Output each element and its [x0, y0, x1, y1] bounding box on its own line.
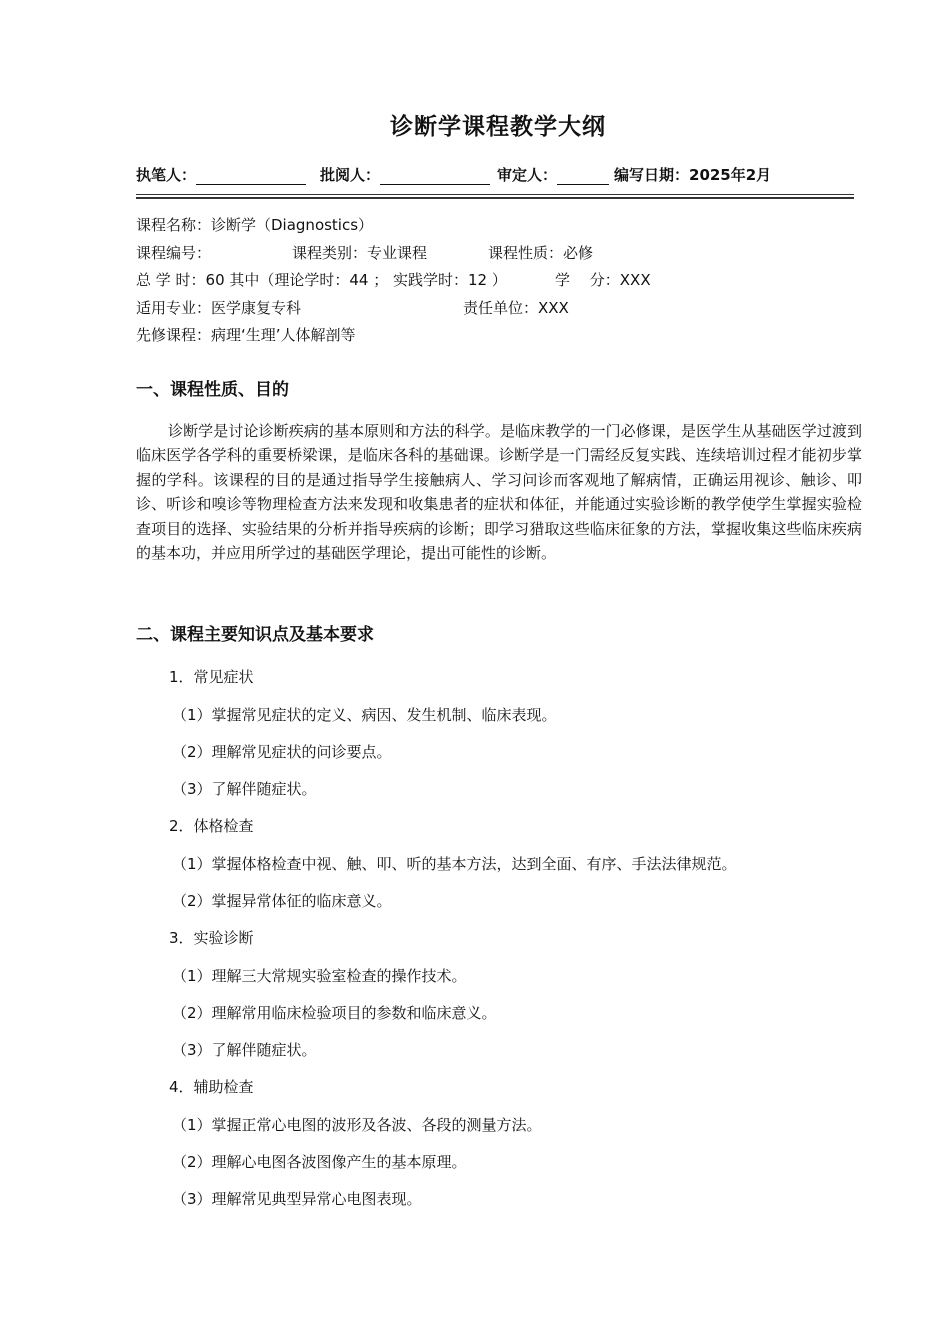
list-item: （3）了解伴随症状。 — [172, 780, 317, 798]
reviewer-blank — [380, 168, 490, 185]
prerequisite-courses: 先修课程：病理‘生理’人体解剖等 — [136, 326, 356, 344]
course-code: 课程编号： — [136, 244, 212, 262]
responsible-unit: 责任单位：XXX — [463, 299, 569, 317]
approver-blank — [557, 168, 609, 185]
list-item: （3）理解常见典型异常心电图表现。 — [172, 1190, 422, 1208]
approver-label: 审定人： — [497, 166, 558, 184]
course-category: 课程类别：专业课程 — [292, 244, 428, 262]
reviewer-label: 批阅人： — [320, 166, 381, 184]
header-rule-thick — [136, 197, 854, 199]
group-title: 4．辅助检查 — [169, 1078, 254, 1096]
group-title: 3．实验诊断 — [169, 929, 254, 947]
list-item: （2）理解常见症状的问诊要点。 — [172, 743, 392, 761]
list-item: （1）掌握正常心电图的波形及各波、各段的测量方法。 — [172, 1116, 542, 1134]
course-nature: 课程性质：必修 — [488, 244, 594, 262]
date-field: 编写日期：2025年2月 — [614, 166, 772, 184]
header-rule-thin — [136, 194, 854, 195]
author-label: 执笔人： — [136, 166, 197, 184]
list-item: （1）理解三大常规实验室检查的操作技术。 — [172, 967, 467, 985]
document-title: 诊断学课程教学大纲 — [390, 114, 606, 140]
section1-heading: 一、课程性质、目的 — [136, 380, 289, 400]
reviewer-field — [320, 164, 490, 185]
list-item: （2）理解常用临床检验项目的参数和临床意义。 — [172, 1004, 497, 1022]
section1-body: 诊断学是讨论诊断疾病的基本原则和方法的科学。是临床教学的一门必修课，是医学生从基础医学过渡到临床医学各学科的重要桥梁课，是临床各科的基础课。诊断学是一门需经反复实践、连续培训过程才能初步掌握的学科。该课程的目的是通过指导学生接触病人、学习问诊而客观地了解病情，正确运用视诊、触诊、叩诊、听诊和嗅诊等物理检查方法来发现和收集患者的症状和体征，并能通过实验诊断的教学使学生掌握实验检查项目的选择、实验结果的分析并指导疾病的诊断；即学习猎取这些临床征象的方法，掌握收集这些临床疾病的基本功，并应用所学过的基础医学理论，提出可能性的诊断。 — [136, 422, 862, 563]
list-item: （1）掌握常见症状的定义、病因、发生机制、临床表现。 — [172, 706, 557, 724]
applicable-major: 适用专业：医学康复专科 — [136, 299, 302, 317]
list-item: （1）掌握体格检查中视、触、叩、听的基本方法，达到全面、有序、手法法律规范。 — [172, 855, 737, 873]
list-item: （2）掌握异常体征的临床意义。 — [172, 892, 392, 910]
course-name: 课程名称：诊断学（Diagnostics） — [136, 216, 374, 234]
group-title: 2．体格检查 — [169, 817, 254, 835]
course-hours: 总 学 时：60 其中（理论学时：44 ； 实践学时：12 ） — [136, 271, 507, 289]
section2-heading: 二、课程主要知识点及基本要求 — [136, 625, 374, 645]
author-blank — [196, 168, 306, 185]
list-item: （2）理解心电图各波图像产生的基本原理。 — [172, 1153, 467, 1171]
course-credits: 学 分：XXX — [555, 271, 651, 289]
list-item: （3）了解伴随症状。 — [172, 1041, 317, 1059]
author-field — [136, 164, 306, 185]
group-title: 1．常见症状 — [169, 668, 254, 686]
approver-field — [497, 164, 609, 185]
